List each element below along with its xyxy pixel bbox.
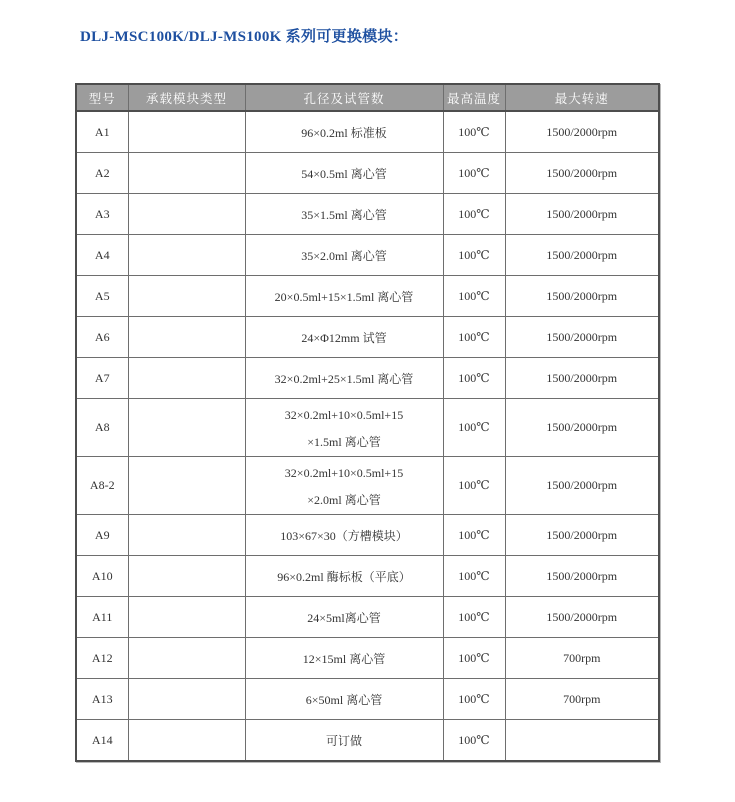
max-speed-cell: 1500/2000rpm (505, 276, 659, 317)
spec-cell: 35×1.5ml 离心管 (245, 194, 443, 235)
module-type-cell (128, 358, 245, 399)
table-header-row (76, 84, 659, 111)
model-cell: A10 (76, 556, 128, 597)
replaceable-modules-table (75, 83, 660, 762)
module-type-cell (128, 399, 245, 457)
max-temp-cell: 100℃ (443, 457, 505, 515)
model-cell: A14 (76, 720, 128, 762)
table-row (76, 276, 659, 317)
model-cell: A4 (76, 235, 128, 276)
spec-cell: 24×Φ12mm 试管 (245, 317, 443, 358)
table-row (76, 399, 659, 457)
model-cell: A8-2 (76, 457, 128, 515)
max-temp-cell: 100℃ (443, 276, 505, 317)
max-speed-cell: 1500/2000rpm (505, 457, 659, 515)
spec-cell: 24×5ml离心管 (245, 597, 443, 638)
module-type-cell (128, 194, 245, 235)
max-speed-cell: 1500/2000rpm (505, 194, 659, 235)
spec-cell: 35×2.0ml 离心管 (245, 235, 443, 276)
max-speed-cell: 1500/2000rpm (505, 556, 659, 597)
spec-cell: 54×0.5ml 离心管 (245, 153, 443, 194)
col-header-max-speed: 最大转速 (505, 84, 659, 111)
model-cell: A2 (76, 153, 128, 194)
table-row (76, 638, 659, 679)
module-type-cell (128, 679, 245, 720)
spec-multiline (246, 457, 443, 514)
table-row (76, 515, 659, 556)
model-cell: A9 (76, 515, 128, 556)
spec-cell: 96×0.2ml 标准板 (245, 111, 443, 153)
spec-line: 32×0.2ml+10×0.5ml+15 (284, 408, 404, 422)
spec-line: 32×0.2ml+10×0.5ml+15 (284, 466, 404, 480)
max-speed-cell: 1500/2000rpm (505, 235, 659, 276)
module-type-cell (128, 317, 245, 358)
spec-cell: 32×0.2ml+25×1.5ml 离心管 (245, 358, 443, 399)
table-row (76, 720, 659, 762)
max-temp-cell: 100℃ (443, 515, 505, 556)
table-row (76, 153, 659, 194)
model-cell: A12 (76, 638, 128, 679)
max-speed-cell: 1500/2000rpm (505, 153, 659, 194)
table-row (76, 457, 659, 515)
table-row (76, 679, 659, 720)
model-cell: A3 (76, 194, 128, 235)
table-row (76, 597, 659, 638)
module-type-cell (128, 235, 245, 276)
max-temp-cell: 100℃ (443, 235, 505, 276)
max-temp-cell: 100℃ (443, 358, 505, 399)
model-cell: A13 (76, 679, 128, 720)
max-speed-cell (505, 720, 659, 762)
max-speed-cell: 700rpm (505, 638, 659, 679)
module-type-cell (128, 457, 245, 515)
model-cell: A8 (76, 399, 128, 457)
max-temp-cell: 100℃ (443, 399, 505, 457)
table-row (76, 111, 659, 153)
max-speed-cell: 1500/2000rpm (505, 358, 659, 399)
table-row (76, 235, 659, 276)
table-body (76, 111, 659, 761)
module-type-cell (128, 276, 245, 317)
max-temp-cell: 100℃ (443, 638, 505, 679)
col-header-module-type: 承载模块类型 (128, 84, 245, 111)
max-speed-cell: 1500/2000rpm (505, 317, 659, 358)
table-row (76, 317, 659, 358)
spec-cell: 103×67×30（方槽模块） (245, 515, 443, 556)
module-type-cell (128, 638, 245, 679)
spec-multiline (246, 399, 443, 456)
model-cell: A6 (76, 317, 128, 358)
spec-cell (245, 457, 443, 515)
max-temp-cell: 100℃ (443, 153, 505, 194)
table-row (76, 556, 659, 597)
module-type-cell (128, 153, 245, 194)
max-temp-cell: 100℃ (443, 111, 505, 153)
max-temp-cell: 100℃ (443, 679, 505, 720)
table-row (76, 358, 659, 399)
model-cell: A1 (76, 111, 128, 153)
max-speed-cell: 1500/2000rpm (505, 111, 659, 153)
spec-cell: 12×15ml 离心管 (245, 638, 443, 679)
max-temp-cell: 100℃ (443, 317, 505, 358)
max-speed-cell: 700rpm (505, 679, 659, 720)
col-header-spec: 孔径及试管数 (245, 84, 443, 111)
col-header-model: 型号 (76, 84, 128, 111)
max-speed-cell: 1500/2000rpm (505, 597, 659, 638)
model-cell: A7 (76, 358, 128, 399)
module-type-cell (128, 597, 245, 638)
spec-cell (245, 399, 443, 457)
model-cell: A5 (76, 276, 128, 317)
module-type-cell (128, 556, 245, 597)
max-temp-cell: 100℃ (443, 597, 505, 638)
table-row (76, 194, 659, 235)
module-type-cell (128, 515, 245, 556)
spec-cell: 20×0.5ml+15×1.5ml 离心管 (245, 276, 443, 317)
max-speed-cell: 1500/2000rpm (505, 399, 659, 457)
max-temp-cell: 100℃ (443, 556, 505, 597)
max-speed-cell: 1500/2000rpm (505, 515, 659, 556)
max-temp-cell: 100℃ (443, 194, 505, 235)
model-cell: A11 (76, 597, 128, 638)
table-header (76, 84, 659, 111)
col-header-max-temp: 最高温度 (443, 84, 505, 111)
spec-cell: 96×0.2ml 酶标板（平底） (245, 556, 443, 597)
module-type-cell (128, 720, 245, 762)
spec-cell: 6×50ml 离心管 (245, 679, 443, 720)
max-temp-cell: 100℃ (443, 720, 505, 762)
spec-cell: 可订做 (245, 720, 443, 762)
spec-line: ×2.0ml 离心管 (307, 493, 381, 507)
module-type-cell (128, 111, 245, 153)
spec-line: ×1.5ml 离心管 (307, 435, 381, 449)
page-title: DLJ-MSC100K/DLJ-MS100K 系列可更换模块： (80, 29, 409, 45)
